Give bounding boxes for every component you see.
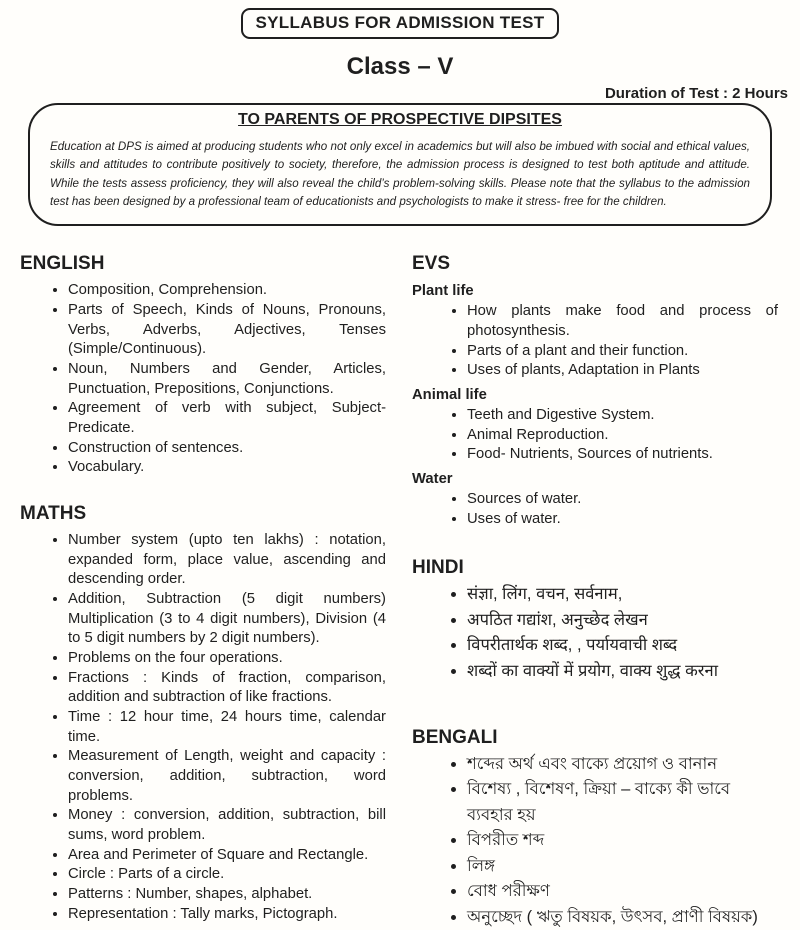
list-item: • Construction of sentences. xyxy=(68,439,388,459)
list-item: • Parts of Speech, Kinds of Nouns, Pronouns, Verbs, Adverbs, Adjectives, Tenses (Simple/Continuous). xyxy=(68,301,388,360)
list-item: • Composition, Comprehension. xyxy=(68,281,388,301)
section-title-maths: MATHS xyxy=(20,502,87,524)
section-title-hindi: HINDI xyxy=(412,557,464,579)
section-hindi xyxy=(412,557,780,684)
evs-plant-list xyxy=(412,302,780,381)
english-list xyxy=(20,281,388,478)
evs-water-list xyxy=(412,490,780,529)
list-item: • অনুচ্ছেদ ( ঋতু বিষয়ক, উৎসব, প্রাণী বিষয়ক) xyxy=(467,905,780,930)
list-item: • Uses of plants, Adaptation in Plants xyxy=(467,361,780,381)
maths-list xyxy=(20,531,388,924)
left-column xyxy=(20,253,388,930)
section-title-evs: EVS xyxy=(412,253,451,275)
document-header xyxy=(0,0,800,102)
list-item: • Time : 12 hour time, 24 hours time, calendar time. xyxy=(68,708,388,747)
list-item: • How plants make food and process of photosynthesis. xyxy=(467,302,780,341)
list-item: • Parts of a plant and their function. xyxy=(467,342,780,362)
list-item: • Measurement of Length, weight and capacity : conversion, addition, subtraction, word problems. xyxy=(68,747,388,806)
list-item: • Food- Nutrients, Sources of nutrients. xyxy=(467,445,780,465)
evs-subheading-water: Water xyxy=(412,470,453,487)
section-english xyxy=(20,253,388,478)
evs-animal-list xyxy=(412,406,780,465)
right-column xyxy=(412,253,780,930)
parents-note-box xyxy=(28,103,772,226)
list-item: • संज्ञा, लिंग, वचन, सर्वनाम, xyxy=(467,582,780,608)
list-item: • Agreement of verb with subject, Subject-Predicate. xyxy=(68,399,388,438)
evs-subheading-animal-life: Animal life xyxy=(412,386,487,403)
section-title-bengali: BENGALI xyxy=(412,726,498,748)
list-item: • Fractions : Kinds of fraction, comparison, addition and subtraction of like fractions. xyxy=(68,669,388,708)
list-item: • বিশেষ্য , বিশেষণ, ক্রিয়া – বাক্যে কী ভাবে ব্যবহার হয় xyxy=(467,777,780,828)
list-item: • Animal Reproduction. xyxy=(467,426,780,446)
list-item: • শব্দের অর্থ এবং বাক্যে প্রয়োগ ও বানান xyxy=(467,752,780,778)
list-item: • Uses of water. xyxy=(467,510,780,530)
test-duration: Duration of Test : 2 Hours xyxy=(604,85,788,102)
list-item: • Representation : Tally marks, Pictograph. xyxy=(68,905,388,925)
bengali-list xyxy=(412,752,780,930)
list-item: • Money : conversion, addition, subtraction, bill sums, word problem. xyxy=(68,806,388,845)
section-bengali xyxy=(412,727,780,930)
hindi-list xyxy=(412,582,780,684)
list-item: • Vocabulary. xyxy=(68,458,388,478)
list-item: • বোধ পরীক্ষণ xyxy=(467,879,780,905)
list-item: • शब्दों का वाक्यों में प्रयोग, वाक्य शुद्ध करना xyxy=(467,659,780,685)
syllabus-columns xyxy=(0,253,800,930)
section-title-english: ENGLISH xyxy=(20,253,105,275)
list-item: • Addition, Subtraction (5 digit numbers) Multiplication (3 to 4 digit numbers), Division (4 to 5 digit numbers by 2 digit numbers). xyxy=(68,590,388,649)
list-item: • Patterns : Number, shapes, alphabet. xyxy=(68,885,388,905)
syllabus-banner: SYLLABUS FOR ADMISSION TEST xyxy=(241,8,560,39)
list-item: • अपठित गद्यांश, अनुच्छेद लेखन xyxy=(467,608,780,634)
list-item: • Problems on the four operations. xyxy=(68,649,388,669)
list-item: • Area and Perimeter of Square and Rectangle. xyxy=(68,846,388,866)
parents-note-body: Education at DPS is aimed at producing students who not only excel in academics but will also be imbued with social and ethical values, skills and attitudes to contribute positively to society, therefore, the admission process is designed to test both aptitude and attitude. While the tests assess proficiency, they will also reveal the child’s problem-solving skills. Please note that the syllabus to the admission test has been designed by a professional team of educationists and psychologists to make it stress- free for the children. xyxy=(50,140,750,208)
list-item: • Number system (upto ten lakhs) : notation, expanded form, place value, ascending and descending order. xyxy=(68,531,388,590)
evs-subheading-plant-life: Plant life xyxy=(412,283,474,300)
section-evs xyxy=(412,253,780,529)
list-item: • Teeth and Digestive System. xyxy=(467,406,780,426)
list-item: • Sources of water. xyxy=(467,490,780,510)
parents-note-heading: TO PARENTS OF PROSPECTIVE DIPSITES xyxy=(238,111,562,128)
list-item: • Circle : Parts of a circle. xyxy=(68,865,388,885)
list-item: • লিঙ্গ xyxy=(467,854,780,880)
class-title: Class – V xyxy=(346,53,454,80)
list-item: • विपरीतार्थक शब्द, , पर्यायवाची शब्द xyxy=(467,633,780,659)
list-item: • বিপরীত শব্দ xyxy=(467,828,780,854)
list-item: • Noun, Numbers and Gender, Articles, Punctuation, Prepositions, Conjunctions. xyxy=(68,360,388,399)
section-maths xyxy=(20,503,388,924)
